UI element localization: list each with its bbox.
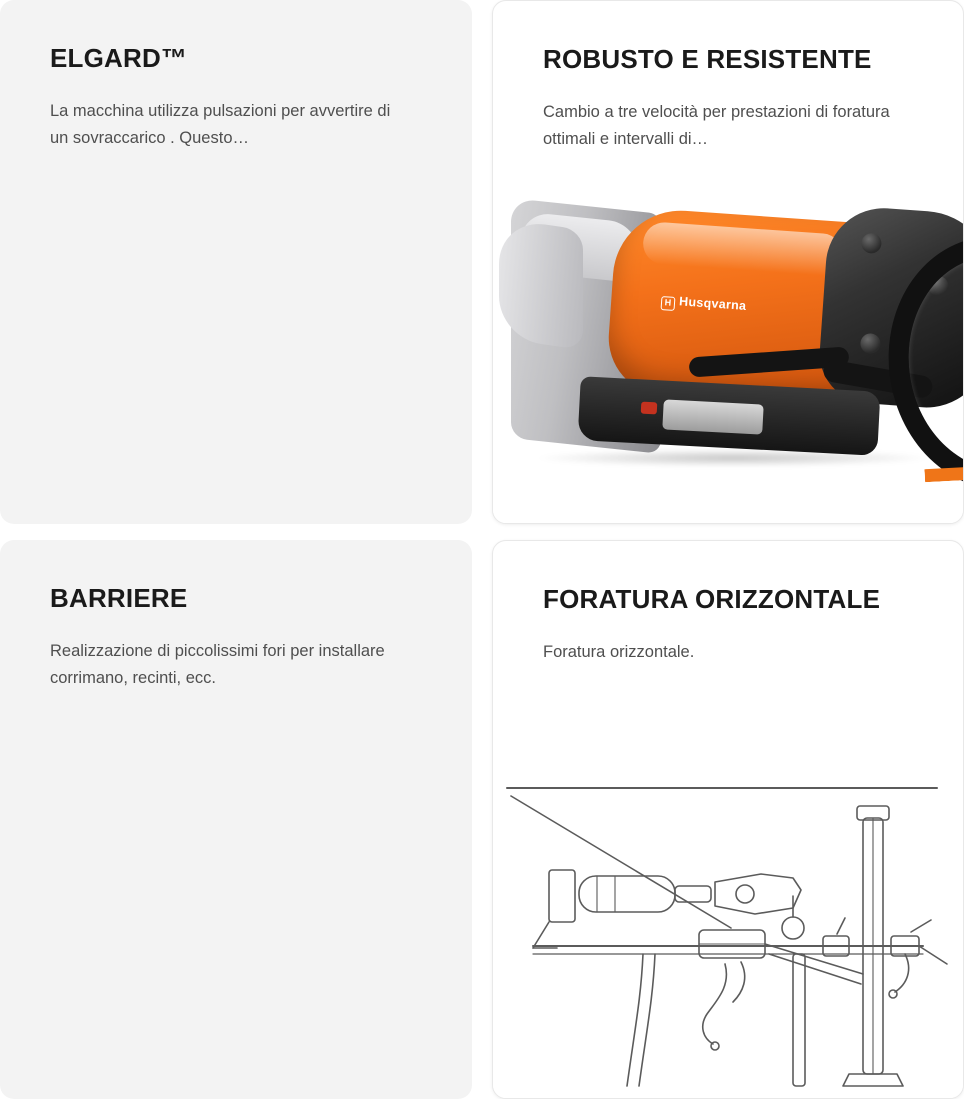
feature-card-elgard[interactable] (0, 0, 472, 524)
power-indicator-icon (641, 402, 658, 415)
bolt-icon (861, 233, 882, 254)
card-title: FORATURA ORIZZONTALE (543, 584, 881, 614)
card-description: Cambio a tre velocità per prestazioni di foratura ottimali e intervalli di… (543, 102, 890, 148)
feature-card-robusto-e-resistente[interactable] (492, 0, 964, 524)
control-switch-panel (662, 399, 763, 434)
card-title: ROBUSTO E RESISTENTE (543, 44, 872, 74)
product-photo (493, 188, 963, 523)
drill-motor-illustration (493, 188, 963, 523)
card-title: ELGARD™ (50, 43, 188, 73)
feature-card-foratura-orizzontale[interactable] (492, 540, 964, 1099)
bolt-icon (860, 333, 881, 354)
card-title: BARRIERE (50, 583, 188, 613)
horizontal-drilling-diagram (493, 778, 963, 1098)
husqvarna-crown-icon: H (661, 296, 676, 311)
card-body (0, 0, 472, 151)
photo-shadow (533, 449, 933, 467)
card-body (493, 1, 963, 152)
card-description: Foratura orizzontale. (543, 642, 695, 661)
card-description: Realizzazione di piccolissimi fori per installare corrimano, recinti, ecc. (50, 641, 385, 687)
feature-card-barriere[interactable] (0, 540, 472, 1099)
card-body (493, 541, 963, 666)
brand-name: Husqvarna (678, 294, 747, 313)
card-description: La macchina utilizza pulsazioni per avvertire di un sovraccarico . Questo… (50, 101, 391, 147)
technical-line-drawing (493, 778, 963, 1098)
card-body (0, 540, 472, 691)
